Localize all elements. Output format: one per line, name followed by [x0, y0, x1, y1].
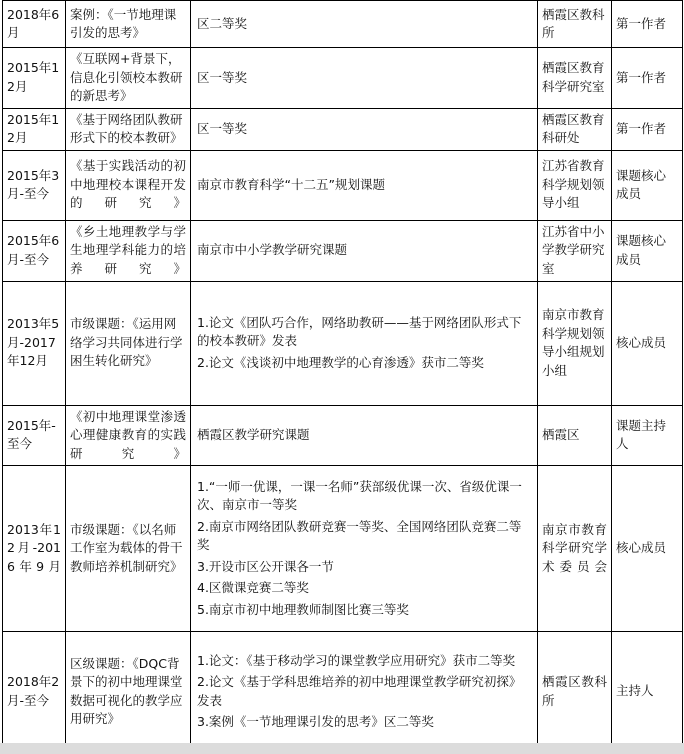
date-cell: 2015年3月-至今 — [3, 150, 66, 220]
window-bottom-edge — [0, 743, 684, 754]
result-line: 区二等奖 — [197, 15, 248, 31]
table-row — [3, 281, 683, 405]
table-row — [3, 466, 683, 632]
role-cell: 课题核心成员 — [612, 220, 683, 281]
table-row — [3, 108, 683, 150]
result-cell — [191, 281, 538, 405]
result-cell — [191, 108, 538, 150]
result-line: 1.论文：《基于移动学习的课堂教学应用研究》获市二等奖 — [197, 652, 516, 668]
org-cell: 栖霞区 — [538, 405, 612, 466]
table-row — [3, 220, 683, 281]
role-cell: 核心成员 — [612, 281, 683, 405]
result-cell — [191, 220, 538, 281]
result-line: 1.论文《团队巧合作，网络助教研——基于网络团队形式下的校本教研》发表 — [197, 314, 522, 349]
result-cell — [191, 632, 538, 752]
result-line: 南京市教育科学“十二五”规划课题 — [197, 176, 385, 192]
result-cell — [191, 466, 538, 632]
role-cell: 第一作者 — [612, 108, 683, 150]
role-cell: 第一作者 — [612, 1, 683, 48]
result-cell — [191, 48, 538, 109]
title-cell: 《乡土地理教学与学生地理学科能力的培养研究》 — [66, 220, 191, 281]
table-row — [3, 48, 683, 109]
role-cell: 课题核心成员 — [612, 150, 683, 220]
org-cell: 江苏省教育科学规划领导小组 — [538, 150, 612, 220]
title-cell: 市级课题：《以名师工作室为载体的骨干教师培养机制研究》 — [66, 466, 191, 632]
result-line: 1.“一师一优课，一课一名师”获部级优课一次、省级优课一次、南京市一等奖 — [197, 478, 522, 513]
title-cell: 案例：《一节地理课引发的思考》 — [66, 1, 191, 48]
table-row — [3, 405, 683, 466]
result-cell — [191, 405, 538, 466]
result-line: 3.案例《一节地理课引发的思考》区二等奖 — [197, 714, 434, 729]
title-cell: 区级课题：《DQC背景下的初中地理课堂数据可视化的教学应用研究》 — [66, 632, 191, 752]
table-row — [3, 150, 683, 220]
date-cell: 2013年12月-2016年9月 — [3, 466, 66, 632]
result-line: 4.区微课竞赛二等奖 — [197, 580, 309, 596]
date-cell: 2015年-至今 — [3, 405, 66, 466]
role-cell: 课题主持人 — [612, 405, 683, 466]
result-line: 2.论文《浅谈初中地理教学的心育渗透》获市二等奖 — [197, 354, 484, 370]
org-cell: 南京市教育科学研究学术委员会 — [538, 466, 612, 632]
result-cell — [191, 1, 538, 48]
date-cell: 2018年6月 — [3, 1, 66, 48]
title-cell: 《基于实践活动的初中地理校本课程开发的研究》 — [66, 150, 191, 220]
result-line: 区一等奖 — [197, 69, 248, 85]
date-cell: 2018年2月-至今 — [3, 632, 66, 752]
org-cell: 栖霞区教育科研处 — [538, 108, 612, 150]
org-cell: 栖霞区教科所 — [538, 1, 612, 48]
role-cell: 核心成员 — [612, 466, 683, 632]
table-row — [3, 632, 683, 752]
role-cell: 第一作者 — [612, 48, 683, 109]
result-line: 5.南京市初中地理教师制图比赛三等奖 — [197, 601, 409, 617]
title-cell: 市级课题：《运用网络学习共同体进行学困生转化研究》 — [66, 281, 191, 405]
date-cell: 2015年6月-至今 — [3, 220, 66, 281]
org-cell: 南京市教育科学规划领导小组规划小组 — [538, 281, 612, 405]
title-cell: 《初中地理课堂渗透心理健康教育的实践研究》 — [66, 405, 191, 466]
result-line: 2.南京市网络团队教研竞赛一等奖、全国网络团队竞赛二等奖 — [197, 518, 522, 553]
result-line: 栖霞区教学研究课题 — [197, 427, 310, 442]
achievement-table — [2, 0, 683, 752]
org-cell: 栖霞区教科所 — [538, 632, 612, 752]
org-cell: 江苏省中小学教学研究室 — [538, 220, 612, 281]
result-cell — [191, 150, 538, 220]
table-row — [3, 1, 683, 48]
date-cell: 2013年5月-2017年12月 — [3, 281, 66, 405]
title-cell: 《互联网+背景下，信息化引领校本教研的新思考》 — [66, 48, 191, 109]
result-line: 区一等奖 — [197, 120, 248, 136]
date-cell: 2015年12月 — [3, 108, 66, 150]
org-cell: 栖霞区教育科学研究室 — [538, 48, 612, 109]
role-cell: 主持人 — [612, 632, 683, 752]
result-line: 3.开设市区公开课各一节 — [197, 558, 334, 574]
title-cell: 《基于网络团队教研形式下的校本教研》 — [66, 108, 191, 150]
result-line: 2.论文《基于学科思维培养的初中地理课堂教学研究初探》发表 — [197, 674, 522, 708]
result-line: 南京市中小学教学研究课题 — [197, 242, 348, 258]
date-cell: 2015年12月 — [3, 48, 66, 109]
